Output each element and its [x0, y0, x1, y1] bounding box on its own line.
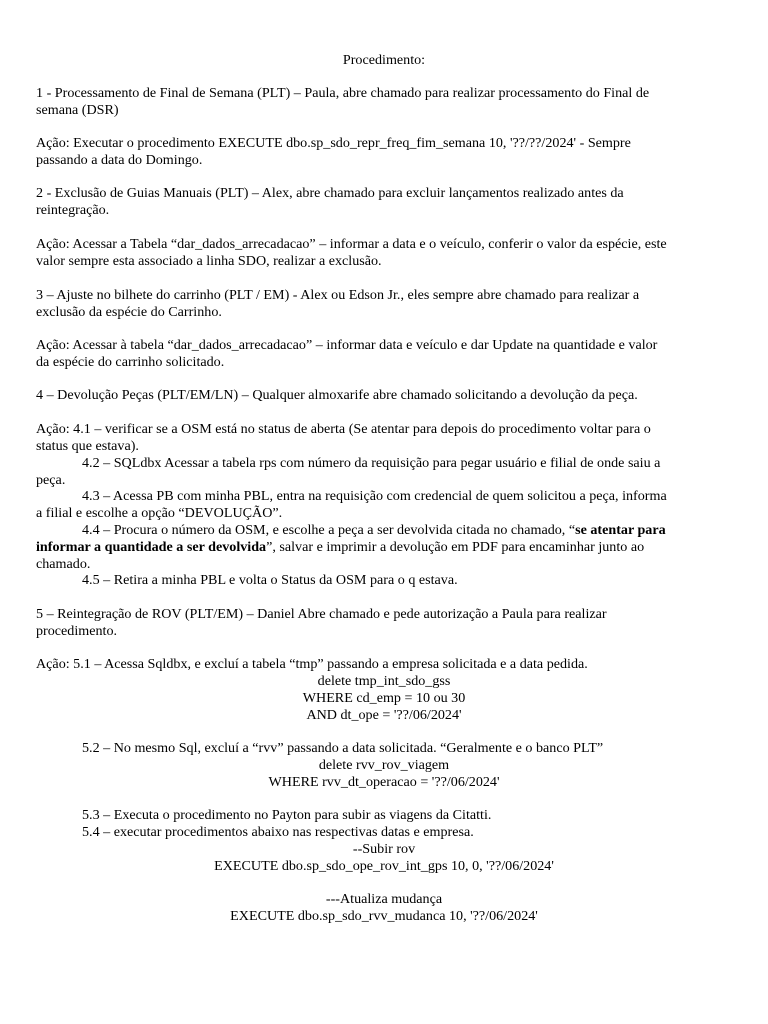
code-line: delete tmp_int_sdo_gss	[317, 673, 451, 689]
text-line: valor sempre esta associado a linha SDO, realizar a exclusão.	[36, 253, 382, 269]
text-line: 4 – Devolução Peças (PLT/EM/LN) – Qualquer almoxarife abre chamado solicitando a devolução da peça.	[36, 387, 638, 403]
text-line: Ação: 4.1 – verificar se a OSM está no status de aberta (Se atentar para depois do procedimento voltar para o	[36, 421, 651, 437]
code-line: EXECUTE dbo.sp_sdo_ope_rov_int_gps 10, 0, '??/06/2024'	[214, 858, 554, 874]
text-line: 5.2 – No mesmo Sql, excluí a “rvv” passando a data solicitada. “Geralmente e o banco PLT”	[82, 740, 604, 756]
emphasis-text: informar a quantidade a ser devolvida	[36, 539, 267, 555]
emphasis-text: se atentar para	[575, 522, 666, 538]
text-line: 4.3 – Acessa PB com minha PBL, entra na requisição com credencial de quem solicitou a peça, informa	[82, 488, 667, 504]
code-line: ---Atualiza mudança	[325, 891, 443, 907]
code-line: EXECUTE dbo.sp_sdo_rvv_mudanca 10, '??/06/2024'	[230, 908, 538, 924]
code-line: delete rvv_rov_viagem	[318, 757, 450, 773]
text-line: 2 - Exclusão de Guias Manuais (PLT) – Alex, abre chamado para excluir lançamentos realizado antes da	[36, 185, 624, 201]
text-line: reintegração.	[36, 202, 110, 218]
text-line: 3 – Ajuste no bilhete do carrinho (PLT / EM) - Alex ou Edson Jr., eles sempre abre chamado para realizar a	[36, 287, 640, 303]
text-line: semana (DSR)	[36, 102, 119, 118]
text-line: Ação: Acessar à tabela “dar_dados_arrecadacao” – informar data e veículo e dar Update na quantidade e valor	[36, 337, 658, 353]
text-line: status que estava).	[36, 438, 139, 454]
text-line: Ação: Acessar a Tabela “dar_dados_arrecadacao” – informar a data e o veículo, conferir o valor da espécie, este	[36, 236, 667, 252]
text-line: 5.4 – executar procedimentos abaixo nas respectivas datas e empresa.	[82, 824, 474, 840]
code-line: WHERE cd_emp = 10 ou 30	[302, 690, 466, 706]
text-line: 4.5 – Retira a minha PBL e volta o Status da OSM para o q estava.	[82, 572, 458, 588]
text-line: a filial e escolhe a opção “DEVOLUÇÃO”.	[36, 505, 283, 521]
text-line: peça.	[36, 472, 66, 488]
text-segment: ”, salvar e imprimir a devolução em PDF para encaminhar junto ao	[266, 539, 645, 555]
text-line: passando a data do Domingo.	[36, 152, 203, 168]
text-line: procedimento.	[36, 623, 118, 639]
text-line: Ação: 5.1 – Acessa Sqldbx, e excluí a tabela “tmp” passando a empresa solicitada e a data pedida.	[36, 656, 588, 672]
text-line: 5.3 – Executa o procedimento no Payton para subir as viagens da Citatti.	[82, 807, 492, 823]
text-line	[36, 539, 644, 556]
text-line: Ação: Executar o procedimento EXECUTE dbo.sp_sdo_repr_freq_fim_semana 10, '??/??/2024' - Sempre	[36, 135, 631, 151]
code-line: WHERE rvv_dt_operacao = '??/06/2024'	[268, 774, 500, 790]
text-line: exclusão da espécie do Carrinho.	[36, 304, 222, 320]
text-line	[82, 522, 666, 539]
document-title: Procedimento:	[342, 52, 426, 68]
text-line: da espécie do carrinho solicitado.	[36, 354, 225, 370]
text-line: 1 - Processamento de Final de Semana (PLT) – Paula, abre chamado para realizar processamento do Final de	[36, 85, 650, 101]
code-line: --Subir rov	[352, 841, 416, 857]
text-line: 4.2 – SQLdbx Acessar a tabela rps com número da requisição para pegar usuário e filial de onde saiu a	[82, 455, 661, 471]
code-line: AND dt_ope = '??/06/2024'	[306, 707, 462, 723]
text-line: chamado.	[36, 556, 91, 572]
text-line: 5 – Reintegração de ROV (PLT/EM) – Daniel Abre chamado e pede autorização a Paula para realizar	[36, 606, 607, 622]
text-segment: 4.4 – Procura o número da OSM, e escolhe a peça a ser devolvida citada no chamado, “	[82, 522, 576, 538]
